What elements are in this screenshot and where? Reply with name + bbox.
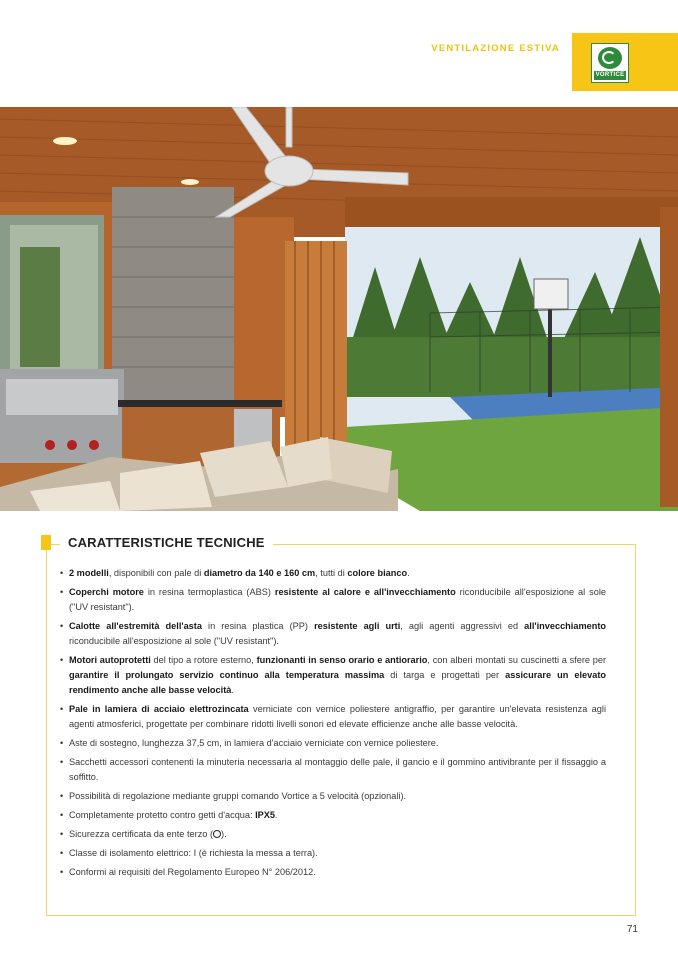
feature-bold-text: colore bianco bbox=[347, 568, 408, 578]
feature-text: del tipo a rotore esterno, bbox=[150, 655, 257, 665]
logo-swirl-icon bbox=[602, 51, 616, 64]
feature-text: riconducibile all'esposizione al sole ("UV resistant"). bbox=[69, 636, 279, 646]
feature-text: . bbox=[407, 568, 410, 578]
feature-text: Sicurezza certificata da ente terzo ( bbox=[69, 829, 214, 839]
feature-item bbox=[58, 585, 606, 615]
feature-bold-text: funzionanti in senso orario e antiorario bbox=[256, 655, 428, 665]
feature-bold-text: Motori autoprotetti bbox=[69, 655, 151, 665]
ceiling-fan-outdoor-kitchen-photo bbox=[0, 107, 678, 511]
feature-text: , con alberi montati su cuscinetti a sfere per bbox=[427, 655, 606, 665]
feature-bold-text: all'invecchiamento bbox=[524, 621, 607, 631]
feature-text: , tutti di bbox=[315, 568, 348, 578]
feature-item bbox=[58, 755, 606, 785]
feature-text: . bbox=[231, 685, 234, 695]
feature-text: riconducibile all'esposizione al sole ("UV resistant"). bbox=[69, 587, 606, 612]
product-photo bbox=[0, 107, 678, 511]
feature-item bbox=[58, 846, 606, 861]
feature-text: , disponibili con pale di bbox=[108, 568, 204, 578]
feature-text: in resina termoplastica (ABS) bbox=[143, 587, 275, 597]
feature-text: verniciate con vernice poliestere antigraffio, per garantire un'elevata resistenza agli agenti atmosferici, progettate per combinare ridotti livelli sonori ed elevate efficienze anche alle basse velocità. bbox=[69, 704, 606, 729]
feature-item bbox=[58, 566, 606, 581]
feature-text: Completamente protetto contro getti d'acqua: bbox=[69, 810, 256, 820]
feature-bold-text: resistente al calore e all'invecchiamento bbox=[274, 587, 456, 597]
feature-item bbox=[58, 789, 606, 804]
feature-bold-text: Pale in lamiera di acciaio elettrozincata bbox=[69, 704, 249, 714]
feature-bold-text: 2 modelli bbox=[69, 568, 109, 578]
feature-bold-text: IPX5 bbox=[255, 810, 276, 820]
specs-heading: CARATTERISTICHE TECNICHE bbox=[60, 535, 273, 550]
feature-bold-text: resistente agli urti bbox=[314, 621, 401, 631]
feature-bold-text: Calotte all'estremità dell'asta bbox=[69, 621, 202, 631]
feature-text: , agli agenti aggressivi ed bbox=[400, 621, 525, 631]
feature-item bbox=[58, 827, 606, 842]
feature-bold-text: garantire il prolungato servizio continuo alla temperatura massima bbox=[69, 670, 385, 680]
feature-item bbox=[58, 808, 606, 823]
vortice-logo bbox=[591, 43, 629, 83]
feature-text: in resina plastica (PP) bbox=[201, 621, 315, 631]
heading-marker bbox=[41, 535, 51, 550]
feature-list bbox=[58, 566, 606, 884]
feature-bold-text: diametro da 140 e 160 cm bbox=[203, 568, 316, 578]
brand-box bbox=[572, 33, 678, 91]
feature-item bbox=[58, 619, 606, 649]
feature-item bbox=[58, 653, 606, 698]
feature-text: Possibilità di regolazione mediante gruppi comando Vortice a 5 velocità (opzionali). bbox=[69, 791, 407, 801]
page-number: 71 bbox=[626, 924, 638, 935]
feature-text: Conformi ai requisiti del Regolamento Europeo N° 206/2012. bbox=[69, 867, 316, 877]
feature-bold-text: Coperchi motore bbox=[69, 587, 144, 597]
feature-text: ). bbox=[221, 829, 227, 839]
feature-text: Sacchetti accessori contenenti la minuteria necessaria al montaggio delle pale, il gancio e il gommino antivibrante per il fissaggio a soffitto. bbox=[69, 757, 606, 782]
section-label: VENTILAZIONE ESTIVA bbox=[431, 43, 560, 54]
feature-text: di targa e progettati per bbox=[384, 670, 506, 680]
feature-text: . bbox=[275, 810, 278, 820]
feature-item bbox=[58, 702, 606, 732]
logo-wordmark: VORTICE bbox=[595, 72, 625, 78]
feature-text: Aste di sostegno, lunghezza 37,5 cm, in lamiera d'acciaio verniciate con vernice poliestere. bbox=[69, 738, 439, 748]
feature-item bbox=[58, 865, 606, 880]
feature-text: Classe di isolamento elettrico: I (è richiesta la messa a terra). bbox=[69, 848, 318, 858]
certification-mark-icon bbox=[213, 830, 221, 838]
feature-item bbox=[58, 736, 606, 751]
feature-bold-text: assicurare un elevato rendimento anche alle basse velocità bbox=[69, 670, 607, 695]
